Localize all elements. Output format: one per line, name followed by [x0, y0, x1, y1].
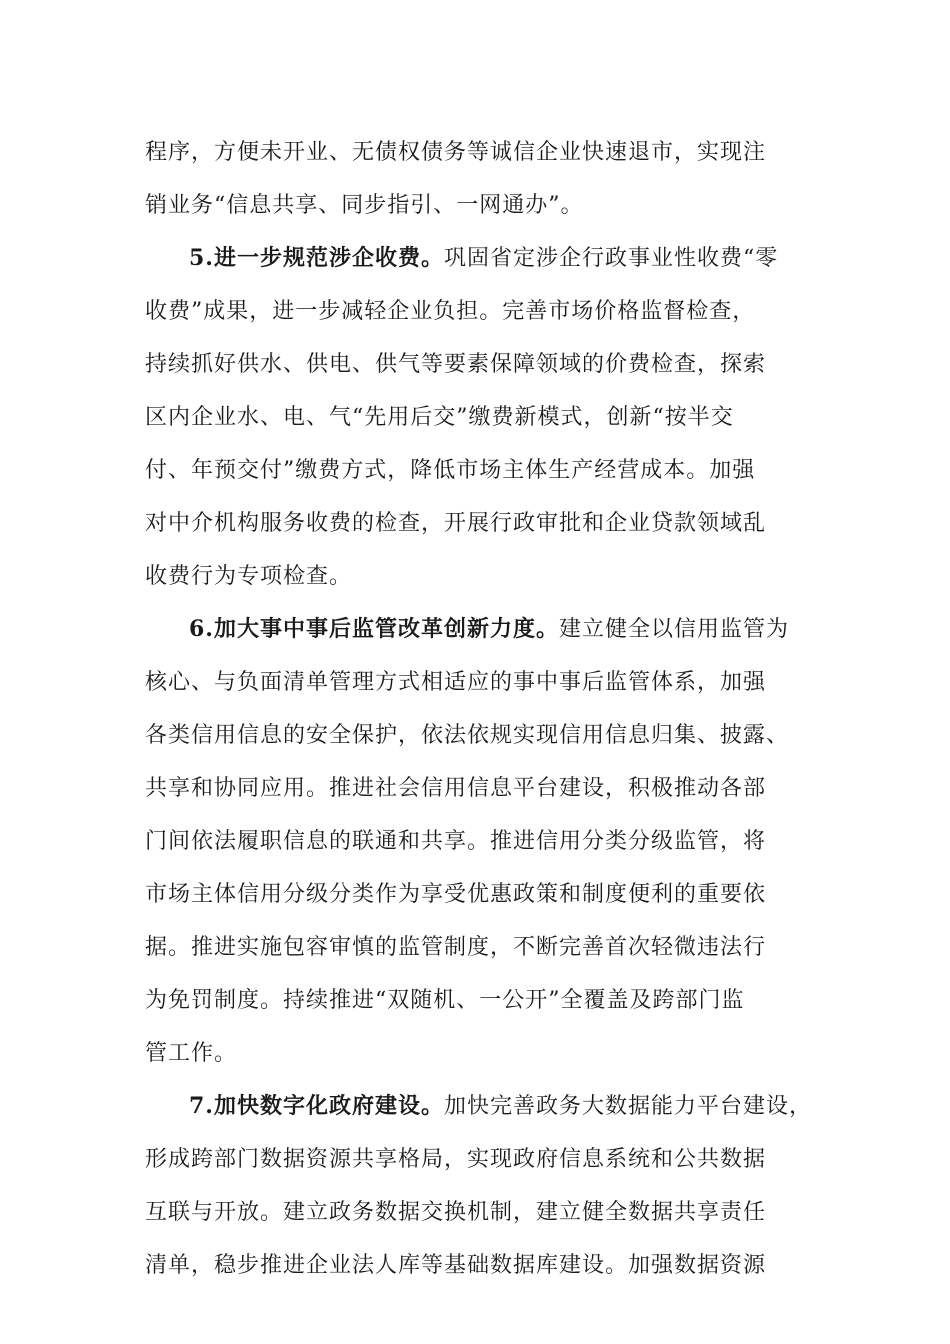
section-heading: 7.加快数字化政府建设。 [189, 1093, 444, 1119]
text-line: 清单，稳步推进企业法人库等基础数据库建设。加强数据资源 [145, 1253, 767, 1278]
text-line: 7.加快数字化政府建设。加快完善政务大数据能力平台建设， [189, 1093, 812, 1119]
section-heading: 6.加大事中事后监管改革创新力度。 [189, 616, 559, 642]
text-line: 持续抓好供水、供电、供气等要素保障领域的价费检查，探索 [145, 352, 767, 377]
document-body [145, 126, 810, 1292]
paragraph [145, 603, 810, 1080]
text-line: 各类信用信息的安全保护，依法依规实现信用信息归集、披露、 [145, 723, 790, 748]
text-line: 管工作。 [145, 1041, 238, 1066]
text-line: 互联与开放。建立政务数据交换机制，建立健全数据共享责任 [145, 1200, 767, 1225]
text-line: 核心、与负面清单管理方式相适应的事中事后监管体系，加强 [145, 670, 767, 695]
paragraph [145, 232, 810, 603]
paragraph [145, 1080, 810, 1292]
text-line: 为免罚制度。持续推进“双随机、一公开”全覆盖及跨部门监 [145, 988, 745, 1013]
text-line: 形成跨部门数据资源共享格局，实现政府信息系统和公共数据 [145, 1147, 767, 1172]
text-line: 收费”成果，进一步减轻企业负担。完善市场价格监督检查， [145, 299, 756, 324]
text-line: 市场主体信用分级分类作为享受优惠政策和制度便利的重要依 [145, 882, 767, 907]
text-line: 付、年预交付”缴费方式，降低市场主体生产经营成本。加强 [145, 458, 756, 483]
text-line: 5.进一步规范涉企收费。巩固省定涉企行政事业性收费“零 [189, 245, 779, 271]
paragraph [145, 126, 810, 232]
text-line: 对中介机构服务收费的检查，开展行政审批和企业贷款领域乱 [145, 511, 767, 536]
text-line: 门间依法履职信息的联通和共享。推进信用分类分级监管，将 [145, 829, 767, 854]
section-heading: 5.进一步规范涉企收费。 [189, 245, 444, 271]
text-line: 区内企业水、电、气“先用后交”缴费新模式，创新“按半交 [145, 405, 734, 430]
text-line: 销业务“信息共享、同步指引、一网通办”。 [145, 193, 584, 218]
text-line: 收费行为专项检查。 [145, 564, 353, 589]
text-line: 据。推进实施包容审慎的监管制度，不断完善首次轻微违法行 [145, 935, 767, 960]
text-line: 程序，方便未开业、无债权债务等诚信企业快速退市，实现注 [145, 140, 767, 165]
text-line: 共享和协同应用。推进社会信用信息平台建设，积极推动各部 [145, 776, 767, 801]
text-line: 6.加大事中事后监管改革创新力度。建立健全以信用监管为 [189, 616, 789, 642]
